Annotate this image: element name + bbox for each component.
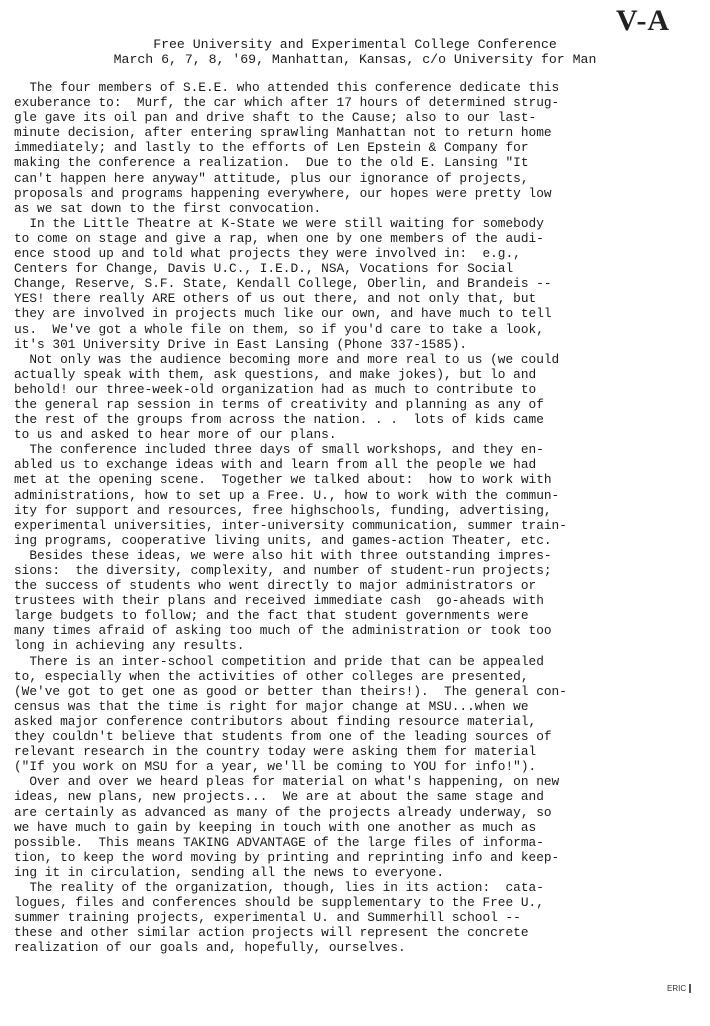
text-line: gle gave its oil pan and drive shaft to the Cause; also to our last- <box>14 110 537 126</box>
text-line: abled us to exchange ideas with and learn from all the people we had <box>14 457 537 473</box>
text-line: YES! there really ARE others of us out there, and not only that, but <box>14 291 537 307</box>
text-line: Besides these ideas, we were also hit with three outstanding impres- <box>14 547 552 563</box>
text-line: possible. This means TAKING ADVANTAGE of the large files of informa- <box>14 834 544 850</box>
text-line: Change, Reserve, S.F. State, Kendall College, Oberlin, and Brandeis -- <box>14 276 552 292</box>
text-line: ity for support and resources, free highschools, funding, advertising, <box>14 502 552 518</box>
text-line: to us and asked to hear more of our plans. <box>14 427 337 443</box>
text-line: exuberance to: Murf, the car which after 17 hours of determined strug- <box>14 95 560 111</box>
text-line: minute decision, after entering sprawling Manhattan not to return home <box>14 125 552 141</box>
text-line: these and other similar action projects will represent the concrete <box>14 925 529 941</box>
text-line: In the Little Theatre at K-State we were still waiting for somebody <box>14 215 544 231</box>
text-line: relevant research in the country today were asking them for material <box>14 744 537 760</box>
text-line: ing programs, cooperative living units, and games-action Theater, etc. <box>14 532 552 548</box>
body-text <box>14 80 704 955</box>
text-line: Over and over we heard pleas for material on what's happening, on new <box>14 774 560 790</box>
text-line: census was that the time is right for major change at MSU...when we <box>14 698 529 714</box>
text-line: logues, files and conferences should be supplementary to the Free U., <box>14 895 544 911</box>
text-line: ence stood up and told what projects they were involved in: e.g., <box>14 246 521 262</box>
text-line: they are involved in projects much like our own, and have much to tell <box>14 306 552 322</box>
text-line: There is an inter-school competition and pride that can be appealed <box>14 653 544 669</box>
text-line: can't happen here anyway" attitude, plus our ignorance of projects, <box>14 170 529 186</box>
text-line: sions: the diversity, complexity, and number of student-run projects; <box>14 563 552 578</box>
text-line: summer training projects, experimental U. and Summerhill school -- <box>14 910 521 926</box>
text-line: the rest of the groups from across the nation. . . lots of kids came <box>14 412 544 428</box>
text-line: many times afraid of asking too much of the administration or took too <box>14 623 552 639</box>
text-line: ideas, new plans, new projects... We are at about the same stage and <box>14 789 544 805</box>
text-line: realization of our goals and, hopefully, ourselves. <box>14 940 406 956</box>
text-line: large budgets to follow; and the fact that student governments were <box>14 608 529 624</box>
text-line: (We've got to get one as good or better than theirs!). The general con- <box>14 683 567 699</box>
text-line: behold! our three-week-old organization had as much to contribute to <box>14 381 537 397</box>
page-mark: V-A <box>616 4 671 37</box>
text-line: immediately; and lastly to the efforts of Len Epstein & Company for <box>14 140 529 156</box>
text-line: us. We've got a whole file on them, so if you'd care to take a look, <box>14 321 544 337</box>
text-line: are certainly as advanced as many of the projects already underway, so <box>14 804 552 820</box>
text-line: we have much to gain by keeping in touch with one another as much as <box>14 819 537 835</box>
text-line: experimental universities, inter-university communication, summer train- <box>14 517 567 533</box>
text-line: the general rap session in terms of creativity and planning as any of <box>14 396 544 412</box>
text-line: The reality of the organization, though, lies in its action: cata- <box>14 879 544 895</box>
text-line: the success of students who went directly to major administrators or <box>14 578 537 594</box>
text-line: asked major conference contributors about finding resource material, <box>14 713 537 729</box>
text-line: actually speak with them, ask questions, and make jokes), but lo and <box>14 366 537 382</box>
text-line: met at the opening scene. Together we talked about: how to work with <box>14 472 552 488</box>
text-line: The four members of S.E.E. who attended this conference dedicate this <box>14 80 560 95</box>
conference-title: Free University and Experimental College Conference <box>153 37 557 52</box>
text-line: trustees with their plans and received immediate cash go-aheads with <box>14 593 544 609</box>
text-line: as we sat down to the first convocation. <box>14 200 322 216</box>
text-line: Not only was the audience becoming more and more real to us (we could <box>14 351 560 367</box>
archive-stamp: ERIC <box>667 984 691 993</box>
conference-dateline: March 6, 7, 8, '69, Manhattan, Kansas, c/o University for Man <box>113 52 597 67</box>
text-line: The conference included three days of small workshops, and they en- <box>14 442 544 458</box>
text-line: to, especially when the activities of other colleges are presented, <box>14 668 529 684</box>
text-line: long in achieving any results. <box>14 638 245 654</box>
text-line: proposals and programs happening everywhere, our hopes were pretty low <box>14 185 552 201</box>
text-line: to come on stage and give a rap, when one by one members of the audi- <box>14 230 544 246</box>
text-line: they couldn't believe that students from one of the leading sources of <box>14 729 552 745</box>
text-line: Centers for Change, Davis U.C., I.E.D., NSA, Vocations for Social <box>14 261 514 277</box>
text-line: ing it in circulation, sending all the news to everyone. <box>14 864 445 880</box>
text-line: it's 301 University Drive in East Lansing (Phone 337-1585). <box>14 336 468 352</box>
text-line: tion, to keep the word moving by printing and reprinting info and keep- <box>14 849 560 865</box>
text-line: ("If you work on MSU for a year, we'll be coming to YOU for info!"). <box>14 759 537 775</box>
text-line: making the conference a realization. Due to the old E. Lansing "It <box>14 155 529 171</box>
text-line: administrations, how to set up a Free. U., how to work with the commun- <box>14 487 560 503</box>
